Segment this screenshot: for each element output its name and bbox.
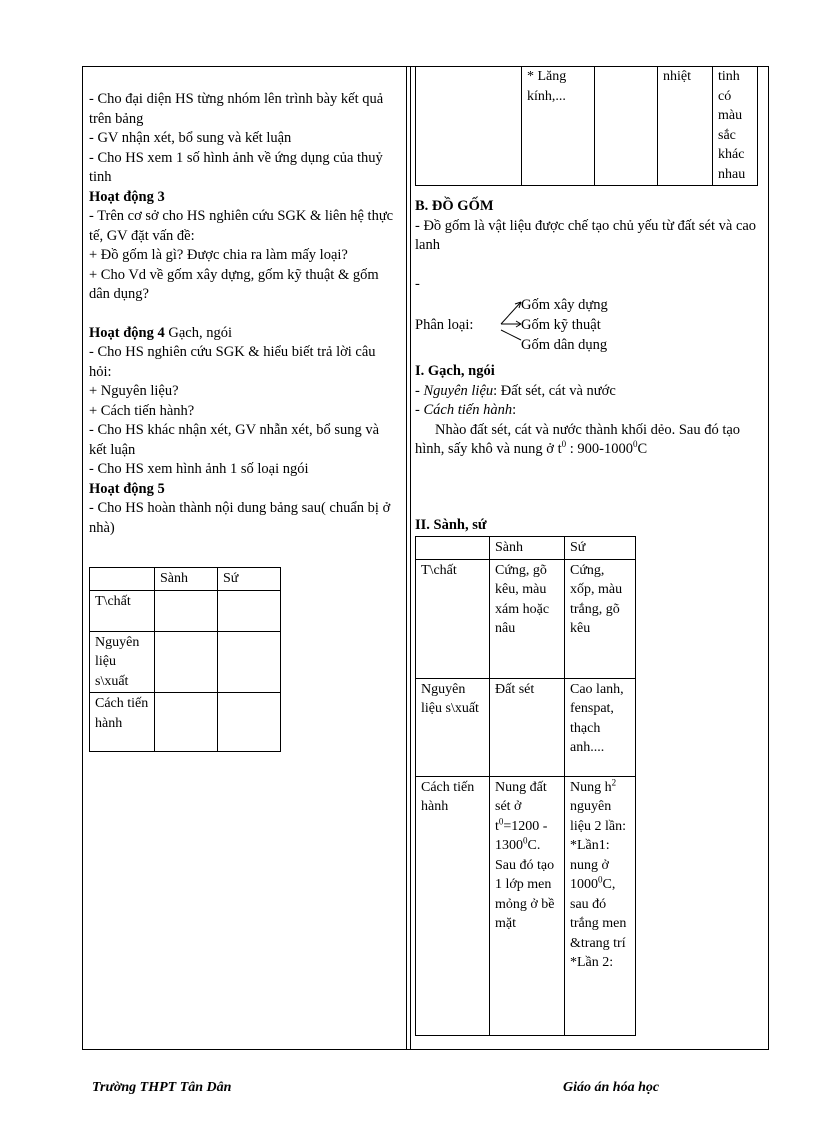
degree-mark: 0: [632, 439, 638, 450]
activity-4-title: Hoạt động 4: [89, 324, 165, 341]
procedure-unit: C: [637, 441, 648, 457]
activity-3-title: Hoạt động 3: [89, 188, 165, 205]
table-cell: Cao lanh, fenspat, thạch anh....: [565, 678, 636, 776]
cell-text: C, sau đó trắng men &trang trí: [570, 877, 627, 951]
table-row-label: T\chất: [416, 559, 490, 678]
right-column: [415, 197, 765, 460]
raw-materials-text: : Đất sét, cát và nước: [493, 382, 616, 399]
table-cell: nhiệt: [658, 66, 713, 186]
activity-5-title: Hoạt động 5: [89, 480, 165, 497]
procedure-heading: - Cách tiến hành:: [415, 402, 517, 418]
cell-text: nguyên liệu 2 lần:: [570, 799, 626, 834]
table-cell: Cứng, gõ kêu, màu xám hoặc nâu: [490, 559, 565, 678]
table-header-cell: Sứ: [218, 568, 281, 591]
superscript: 2: [611, 776, 617, 787]
ceramic-type: Gốm xây dựng: [521, 297, 608, 313]
stoneware-porcelain-table: [415, 536, 636, 1036]
activity-4-subtitle: Gạch, ngói: [164, 324, 232, 341]
left-line: - GV nhận xét, bổ sung và kết luận: [89, 130, 292, 146]
raw-materials: - Nguyên liệu: Đất sét, cát và nước: [415, 382, 616, 399]
table-cell: [595, 66, 658, 186]
ceramic-type: Gốm dân dụng: [521, 337, 608, 353]
table-cell: [565, 776, 636, 1035]
table-header-cell: Sành: [155, 568, 218, 591]
activity-4-heading: [89, 324, 399, 344]
cell-text: Nung h: [570, 779, 612, 795]
footer-title: Giáo án hóa học: [563, 1080, 660, 1095]
procedure-text-main: Nhào đất sét, cát và nước thành khối dẻo. Sau đó tạo hình, sấy khô và nung ở t: [415, 421, 741, 457]
classification-label: Phân loại:: [415, 317, 474, 333]
cell-text: *Lần1: nung ở 1000: [570, 838, 610, 892]
ceramic-definition: - Đồ gốm là vật liệu được chế tạo chủ yếu từ đất sét và cao lanh: [415, 217, 757, 253]
left-line: - Cho đại diện HS từng nhóm lên trình bày kết quả trên bảng: [89, 91, 384, 127]
activity-4-line: + Cách tiến hành?: [89, 402, 195, 419]
table-header-cell: [90, 568, 155, 591]
cell-text: =1200 - 1300: [495, 818, 548, 853]
table-cell: Đất sét: [490, 678, 565, 776]
table-cell: [218, 590, 281, 631]
table-cell: [416, 66, 522, 186]
table-cell: [155, 693, 218, 752]
classification: [415, 294, 765, 362]
table-cell: [218, 693, 281, 752]
table-header-cell: Sứ: [565, 537, 636, 560]
table-cell: [218, 631, 281, 693]
cell-text: C. Sau đó tạo 1 lớp men mỏng ở bề mặt: [495, 838, 555, 931]
activity-4-line: - Cho HS xem hình ảnh 1 số loại ngói: [89, 461, 309, 477]
table-row-label: Cách tiến hành: [416, 776, 490, 1035]
activity-3-line: - Trên cơ sở cho HS nghiên cứu SGK & liên hệ thực tế, GV đặt vấn đề:: [89, 208, 394, 244]
table-cell: Cứng, xốp, màu trắng, gõ kêu: [565, 559, 636, 678]
section-1-title: I. Gạch, ngói: [415, 363, 495, 379]
section-b-title: B. ĐỒ GỐM: [415, 198, 494, 214]
activity-4-line: + Nguyên liệu?: [89, 383, 179, 399]
activity-3-line: + Đồ gốm là gì? Được chia ra làm mấy loại?: [89, 247, 348, 263]
procedure-temp: : 900-1000: [566, 441, 633, 457]
table-header-cell: Sành: [490, 537, 565, 560]
activity-4-line: - Cho HS khác nhận xét, GV nhẫn xét, bổ sung và kết luận: [89, 422, 380, 458]
table-header-cell: [416, 537, 490, 560]
column-divider: [406, 66, 407, 1050]
cell-text: Nung đất sét ở t: [495, 779, 547, 834]
procedure-colon: :: [512, 402, 517, 418]
table-cell: [490, 776, 565, 1035]
table-cell: [155, 590, 218, 631]
dash: -: [415, 275, 420, 292]
degree-mark: 0: [498, 815, 504, 826]
procedure-label: Cách tiến hành: [423, 402, 513, 418]
activity-5-line: - Cho HS hoàn thành nội dung bảng sau( chuẩn bị ở nhà): [89, 500, 391, 536]
raw-materials-label: Nguyên liệu: [423, 382, 494, 399]
left-line: - Cho HS xem 1 số hình ảnh về ứng dụng của thuỷ tinh: [89, 149, 383, 185]
degree-mark: 0: [561, 439, 567, 450]
continued-table: [415, 66, 758, 186]
table-row-label: Nguyên liệu s\xuất: [416, 678, 490, 776]
procedure-text: [415, 421, 765, 460]
activity-4-line: - Cho HS nghiên cứu SGK & hiểu biết trả lời câu hỏi:: [89, 344, 376, 380]
table-cell: * Lăng kính,...: [522, 66, 595, 186]
ceramic-type: Gốm kỹ thuật: [521, 317, 601, 333]
table-row-label: Nguyên liệu s\xuất: [90, 631, 155, 693]
activity-3-line: + Cho Vd về gốm xây dựng, gốm kỹ thuật & gốm dân dụng?: [89, 266, 379, 302]
section-2-title: II. Sành, sứ: [415, 517, 487, 533]
homework-table: [89, 567, 281, 752]
column-divider-inner: [410, 66, 411, 1050]
table-cell: [155, 631, 218, 693]
degree-mark: 0: [598, 874, 603, 885]
table-cell: tinh có màu sắc khác nhau: [713, 66, 758, 186]
degree-mark: 0: [523, 835, 528, 846]
table-row-label: Cách tiến hành: [90, 693, 155, 752]
classification-arrows-icon: [499, 294, 523, 354]
footer-school: Trường THPT Tân Dân: [92, 1080, 232, 1095]
table-row-label: T\chất: [90, 590, 155, 631]
left-column: [89, 90, 399, 538]
cell-text: *Lần 2:: [570, 955, 614, 970]
